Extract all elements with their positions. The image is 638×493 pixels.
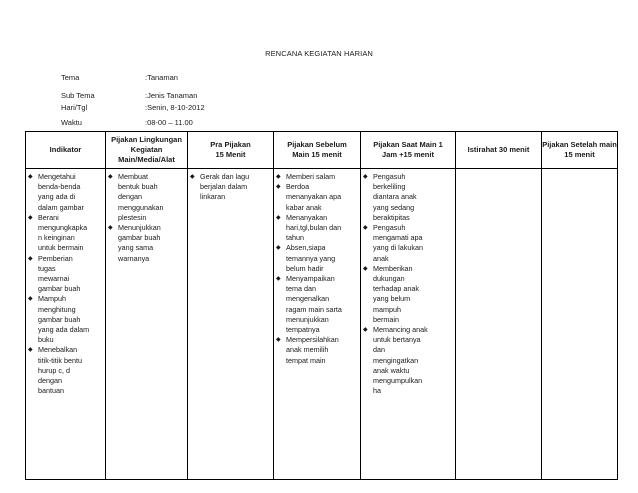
table-body-row [26,169,618,480]
header-pijakan-setelah: Pijakan Setelah main 15 menit [542,132,618,169]
bullet-diamond-icon: ◆ [190,174,195,180]
bullet-diamond-icon: ◆ [276,245,281,252]
list-item-line: bentuk buah [118,182,158,192]
bullet-list [188,169,273,203]
list-item-line: mewarnai [38,274,70,284]
list-item-line: bermain [373,314,399,324]
page-title: RENCANA KEGIATAN HARIAN [265,49,373,58]
bullet-diamond-icon: ◆ [28,296,33,303]
list-item-line: menanyakan apa [286,192,342,202]
list-item [26,345,102,396]
cell-indikator [26,169,106,480]
list-item-line: Memberikan [373,263,413,273]
bullet-list [106,169,187,264]
list-item-line: mengungkapka [38,223,88,233]
list-item-line: anak [373,253,389,263]
header-indikator: Indikator [26,132,106,169]
list-item [274,213,357,244]
list-item-line: dalam gambar [38,202,84,212]
bullet-diamond-icon: ◆ [28,174,33,180]
list-item-line: mengumpulkan [373,376,423,386]
bullet-diamond-icon: ◆ [276,214,281,221]
list-item-line: untuk bertanya [373,335,421,345]
list-item-line: Pemberian [38,253,73,263]
list-item [274,274,357,335]
header-istirahat: Istirahat 30 menit [456,132,542,169]
list-item-line: belum hadir [286,263,324,273]
info-label: Tema [61,73,80,82]
cell-pra-pijakan [188,169,274,480]
info-label: Sub Tema [61,91,95,100]
info-value: :08-00 – 11.00 [145,118,193,127]
list-item [274,243,357,274]
list-item-line: gambar buah [38,314,81,324]
info-label: Waktu [61,118,82,127]
list-item-line: mengenalkan [286,294,330,304]
list-item-line: mampuh [373,304,401,314]
list-item-line: Membuat [118,172,148,181]
list-item-line: tempatnya [286,325,320,335]
list-item [274,172,357,182]
list-item-line: dengan [38,376,62,386]
list-item-line: menggunakan [118,202,164,212]
cell-pijakan-saat [361,169,456,480]
list-item-line: berkeliling [373,182,406,192]
list-item-line: tempat main [286,355,326,365]
list-item-line: yang sama [118,243,154,253]
list-item-line: beraktipitas [373,212,410,222]
list-item-line: tahun [286,233,304,243]
list-item [361,172,452,223]
info-value: :Tanaman [145,73,178,82]
list-item-line: yang di lakukan [373,243,423,253]
list-item-line: linkaran [200,192,226,202]
bullet-diamond-icon: ◆ [28,214,33,221]
list-item-line: ragam main sarta [286,304,342,314]
list-item [26,254,102,295]
list-item-line: menghitung [38,304,76,314]
list-item-line: Mempersilahkan [286,335,339,345]
list-item-line: menunjukkan [286,314,329,324]
list-item-line: hurup c, d [38,365,70,375]
bullet-diamond-icon: ◆ [28,255,33,262]
bullet-list [274,169,360,366]
list-item-line: tema dan [286,284,316,294]
list-item-line: mengingatkan [373,355,419,365]
list-item-line: warnanya [118,253,150,263]
list-item [26,294,102,345]
list-item [361,264,452,325]
cell-pijakan-lingkungan [106,169,188,480]
bullet-diamond-icon: ◆ [276,184,281,191]
bullet-diamond-icon: ◆ [363,174,368,180]
bullet-diamond-icon: ◆ [276,174,281,180]
bullet-list [26,169,105,396]
bullet-diamond-icon: ◆ [276,276,281,283]
list-item [361,325,452,396]
list-item-line: Gerak dan lagu [200,172,250,181]
cell-pijakan-sebelum [274,169,361,480]
list-item-line: berjalan dalam [200,182,248,192]
list-item-line: Memberi salam [286,172,336,181]
list-item-line: Pengasuh [373,223,406,233]
list-item [274,335,357,366]
list-item-line: Berani [38,212,59,222]
list-item-line: bantuan [38,386,64,396]
list-item [26,172,102,213]
list-item-line: n keinginan [38,233,75,243]
list-item-line: Menebalkan [38,345,78,355]
list-item-line: Pengasuh [373,172,406,181]
cell-istirahat [456,169,542,480]
list-item-line: Mampuh [38,294,66,304]
list-item-line: anak waktu [373,365,410,375]
list-item-line: Menunjukkan [118,223,161,233]
header-pra-pijakan: Pra Pijakan 15 Menit [188,132,274,169]
list-item [361,223,452,264]
list-item-line: terhadap anak [373,284,419,294]
list-item-line: Absen,siapa [286,243,326,253]
bullet-diamond-icon: ◆ [363,265,368,272]
list-item-line: plestesin [118,212,147,222]
list-item-line: anak memilih [286,345,329,355]
list-item-line: yang ada dalam [38,325,90,335]
header-pijakan-lingkungan: Pijakan Lingkungan Kegiatan Main/Media/Alat [106,132,188,169]
list-item-line: tugas [38,263,56,273]
list-item-line: Memancing anak [373,325,428,335]
list-item [26,213,102,254]
header-pijakan-sebelum: Pijakan Sebelum Main 15 menit [274,132,361,169]
bullet-diamond-icon: ◆ [108,174,113,180]
bullet-diamond-icon: ◆ [108,225,113,232]
bullet-diamond-icon: ◆ [363,225,368,232]
bullet-list [361,169,455,396]
bullet-diamond-icon: ◆ [363,327,368,334]
list-item-line: mengamati apa [373,233,423,243]
info-label: Hari/Tgl [61,103,88,112]
list-item-line: yang ada di [38,192,76,202]
bullet-diamond-icon: ◆ [28,347,33,354]
list-item-line: hari,tgl,bulan dan [286,223,342,233]
list-item [106,172,184,223]
bullet-diamond-icon: ◆ [276,337,281,344]
info-value: :Jenis Tanaman [145,91,198,100]
list-item-line: temannya yang [286,253,336,263]
list-item-line: dan [373,345,385,355]
list-item [188,172,270,203]
list-item-line: titik-titik bentu [38,355,82,365]
list-item-line: untuk bermain [38,243,84,253]
activity-table [25,131,618,480]
list-item-line: gambar buah [118,233,161,243]
table-header-row [26,132,618,169]
list-item-line: buku [38,335,54,345]
list-item-line: kabar anak [286,202,322,212]
list-item [274,182,357,213]
cell-pijakan-setelah [542,169,618,480]
info-value: :Senin, 8-10-2012 [145,103,205,112]
list-item-line: dukungan [373,274,405,284]
list-item-line: ha [373,386,381,396]
list-item-line: Mengetahui [38,172,76,181]
list-item-line: dengan [118,192,142,202]
list-item-line: benda-benda [38,182,81,192]
list-item-line: gambar buah [38,284,81,294]
list-item-line: Menyampaikan [286,274,335,284]
header-pijakan-saat: Pijakan Saat Main 1 Jam +15 menit [361,132,456,169]
list-item [106,223,184,264]
list-item-line: Berdoa [286,182,310,192]
list-item-line: yang belum [373,294,411,304]
list-item-line: yang sedang [373,202,415,212]
list-item-line: diantara anak [373,192,417,202]
list-item-line: Menanyakan [286,212,328,222]
